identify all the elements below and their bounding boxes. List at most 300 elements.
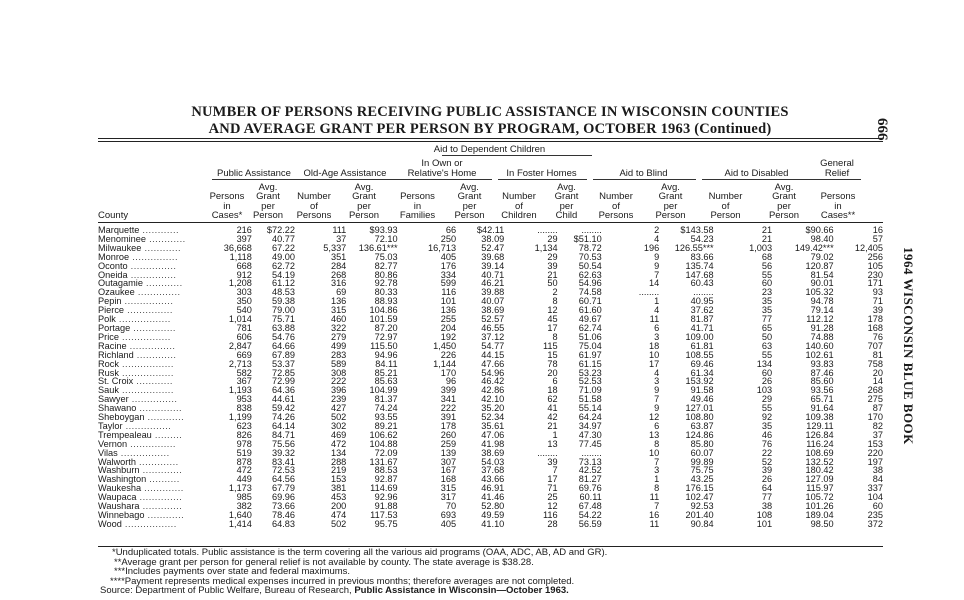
header-col-2-line-1: Grant (256, 191, 280, 202)
table-cell: 668 (236, 260, 252, 271)
header-col-13-line-0: Persons (820, 191, 856, 202)
table-cell: 9 (654, 260, 660, 271)
table-cell: 109.00 (685, 331, 714, 342)
table-cell: 204 (440, 322, 457, 333)
leader-dots: ................. (115, 314, 171, 325)
header-col-10-line-3: Person (655, 210, 686, 221)
table-cell: $143.58 (680, 225, 714, 235)
table-cell: 3 (654, 465, 660, 476)
table-cell: 912 (236, 269, 252, 280)
leader-dots: .............. (130, 322, 176, 333)
table-cell: 61.15 (578, 358, 602, 369)
table-cell: 69.46 (690, 358, 714, 369)
table-row (98, 520, 883, 529)
table-cell: 334 (440, 269, 457, 280)
table-cell: 49.67 (578, 314, 602, 325)
header-col-1-line-1: in (223, 200, 231, 212)
table-cell: 38 (761, 501, 773, 512)
table-cell: 18 (648, 340, 660, 351)
table-cell: 472 (236, 465, 252, 476)
table-cell: 47.30 (578, 429, 602, 440)
table-cell: 64.66 (272, 340, 295, 351)
table-cell: 102.61 (805, 349, 834, 360)
table-cell: 94.96 (374, 349, 398, 360)
table-cell: 168 (867, 322, 883, 333)
table-cell: 71 (547, 483, 558, 494)
table-cell: 38.69 (481, 447, 505, 458)
leader-dots: ......... (151, 429, 183, 440)
header-col-8-line-1: Grant (554, 191, 579, 202)
table-cell: 153 (867, 438, 883, 449)
table-cell: 52.80 (481, 501, 505, 512)
table-cell: 382 (236, 501, 252, 512)
table-cell: 48.53 (272, 287, 295, 298)
table-cell: $90.66 (805, 225, 834, 235)
table-cell: 37 (872, 429, 883, 440)
page-number: 666 (874, 118, 890, 141)
table-cell: 46.21 (481, 278, 505, 289)
table-cell: 460 (330, 314, 347, 325)
table-cell: 9 (654, 403, 660, 414)
table-cell: 81.87 (690, 314, 714, 325)
table-cell: 61.81 (690, 340, 714, 351)
table-cell: 2 (552, 287, 558, 298)
table-cell: 26 (761, 474, 773, 485)
county-label: Oneida (98, 269, 128, 280)
county-label: Milwaukee (98, 242, 142, 253)
table-cell: 405 (440, 251, 457, 262)
table-cell: ........ (638, 287, 660, 298)
table-cell: 60.71 (578, 296, 602, 307)
table-cell: 85.63 (374, 376, 398, 387)
table-cell: 64.24 (578, 412, 602, 423)
table-cell: 45 (547, 314, 558, 325)
table-cell: 93.55 (374, 412, 398, 423)
table-cell: 499 (330, 340, 347, 351)
table-cell: 64.83 (272, 518, 295, 529)
county-label: Monroe (98, 251, 130, 262)
table-cell: 1,144 (433, 358, 457, 369)
title-line-1: NUMBER OF PERSONS RECEIVING PUBLIC ASSISTANCE IN WISCONSIN COUNTIES (191, 104, 789, 120)
table-cell: 49.59 (481, 510, 505, 520)
leader-dots: ............... (129, 251, 178, 262)
table-cell: 606 (236, 331, 252, 342)
table-cell: 39.32 (272, 447, 295, 458)
table-cell: 4 (654, 367, 660, 378)
table-cell: 38.69 (481, 305, 505, 316)
table-cell: ........ (581, 447, 602, 458)
table-cell: 1,414 (228, 518, 252, 529)
table-cell: 317 (440, 492, 457, 503)
table-cell: 41 (547, 403, 558, 414)
table-cell: 288 (330, 456, 347, 467)
table-cell: 116 (543, 510, 558, 520)
county-label: Sawyer (98, 394, 129, 405)
county-label: Washburn (98, 465, 140, 476)
table-cell: 93 (872, 287, 883, 298)
title-rule (98, 138, 883, 139)
table-cell: 129.11 (806, 420, 834, 431)
table-cell: 61.60 (578, 305, 602, 316)
table-cell: 42.10 (481, 394, 505, 405)
table-cell: 74.24 (374, 403, 398, 414)
county-label: Rusk (98, 367, 119, 378)
table-cell: 474 (330, 510, 347, 520)
table-cell: 93.83 (810, 358, 834, 369)
header-col-5-line-1: in (413, 200, 422, 212)
table-cell: 669 (236, 349, 252, 360)
table-cell: 135.74 (685, 260, 714, 271)
header-col-10-line-0: Avg. (661, 181, 680, 193)
table-cell: 106.62 (369, 429, 398, 440)
header-underline-foster (498, 179, 587, 180)
header-col-4-line-0: Avg. (354, 181, 374, 193)
table-cell: 9 (654, 385, 660, 396)
header-col-11-line-1: of (721, 200, 730, 212)
table-cell: 12 (547, 305, 558, 316)
table-cell: 171 (867, 278, 883, 289)
table-body (98, 226, 883, 529)
county-label: Waupaca (98, 492, 137, 503)
table-cell: 87 (872, 403, 883, 414)
table-cell: 519 (236, 447, 252, 458)
table-cell: 72.99 (272, 376, 295, 387)
table-cell: 40.95 (690, 296, 714, 307)
table-cell: 61.97 (578, 349, 602, 360)
table-cell: 449 (236, 474, 252, 485)
table-cell: 54.96 (578, 278, 602, 289)
table-cell: 16 (648, 510, 660, 520)
title-line-2: AND AVERAGE GRANT PER PERSON BY PROGRAM, OCTOBER 1963 (Continued) (208, 121, 772, 137)
leader-dots: ............... (127, 260, 177, 271)
table-cell: 826 (236, 429, 252, 440)
table-cell: 953 (236, 394, 252, 405)
table-cell: 707 (867, 340, 883, 351)
table-cell: 98.50 (810, 518, 834, 529)
assistance-table (98, 226, 883, 529)
leader-dots: ............ (141, 242, 182, 253)
table-cell: 91.88 (374, 501, 398, 512)
table-cell: 62 (547, 394, 558, 405)
leader-dots: .............. (136, 403, 183, 414)
table-cell: 75.03 (374, 251, 398, 262)
table-cell: 72.10 (374, 233, 398, 244)
table-cell: 16,713 (427, 242, 457, 253)
table-cell: 52.47 (481, 242, 505, 253)
table-cell: 92.53 (690, 501, 714, 512)
header-own-relative-2: Relative's Home (407, 168, 477, 179)
table-cell: 39 (547, 456, 558, 467)
header-col-7-line-1: of (515, 200, 523, 212)
table-cell: 70 (445, 501, 457, 512)
table-cell: 77 (761, 314, 773, 325)
table-cell: 111 (332, 225, 347, 235)
header-col-12-line-2: per (777, 200, 791, 212)
table-cell: ........ (537, 447, 558, 458)
table-cell: 85.60 (810, 376, 834, 387)
table-cell: 51.58 (578, 394, 602, 405)
table-cell: 81 (872, 349, 883, 360)
table-cell: 170 (867, 412, 883, 423)
table-cell: 67.48 (578, 501, 602, 512)
table-cell: 92.87 (374, 474, 398, 485)
table-cell: 589 (330, 358, 347, 369)
table-cell: 41.46 (481, 492, 505, 503)
table-cell: 104 (867, 492, 883, 503)
table-cell: 8 (654, 438, 660, 449)
table-cell: 127.01 (685, 403, 714, 414)
table-cell: 13 (547, 438, 558, 449)
table-cell: 41.98 (481, 438, 505, 449)
header-col-11-line-2: Person (710, 210, 741, 221)
table-cell: 1,014 (228, 314, 252, 325)
table-cell: 39 (547, 260, 558, 271)
table-cell: 1,003 (749, 242, 773, 253)
table-cell: 10 (648, 349, 660, 360)
table-cell: 63.87 (690, 420, 714, 431)
leader-dots: ............ (133, 376, 173, 387)
table-cell: 75.71 (272, 314, 295, 325)
table-cell: 84.11 (375, 358, 398, 369)
county-label: Polk (98, 314, 116, 325)
header-general-2: Relief (824, 168, 850, 179)
header-underline-disabled (702, 179, 813, 180)
table-cell: 84.71 (272, 429, 295, 440)
table-cell: 7 (552, 465, 558, 476)
table-cell: 21 (547, 269, 558, 280)
table-cell: 71.09 (578, 385, 602, 396)
table-cell: 222 (440, 403, 457, 414)
table-cell: 315 (330, 305, 347, 316)
leader-dots: ............... (124, 305, 173, 316)
county-label: Waukesha (98, 483, 142, 494)
table-cell: 149.42*** (794, 242, 834, 253)
table-cell: 1 (654, 296, 660, 307)
table-cell: 7 (654, 394, 660, 405)
table-cell: 78.72 (578, 242, 602, 253)
table-cell: 139 (440, 447, 457, 458)
table-cell: 12,405 (854, 242, 883, 253)
table-cell: 29 (547, 251, 558, 262)
table-cell: 79.14 (810, 305, 834, 316)
table-cell: 91.58 (690, 385, 714, 396)
table-cell: 40.07 (481, 296, 505, 307)
table-cell: 341 (440, 394, 457, 405)
header-col-8-line-0: Avg. (557, 181, 576, 193)
footnote-4: ****Payment represents medical expenses incurred in previous months; therefore averages are not completed. (110, 575, 575, 587)
header-col-12-line-0: Avg. (774, 181, 794, 193)
table-cell: 315 (440, 483, 457, 494)
table-cell: 47.66 (481, 358, 505, 369)
table-cell: 60.07 (690, 447, 714, 458)
table-cell: 18 (547, 385, 558, 396)
table-cell: 60.11 (579, 492, 602, 503)
header-underline-oaa (294, 179, 396, 180)
table-cell: 114.69 (370, 483, 398, 494)
table-cell: 21 (761, 225, 773, 235)
table-cell: 12 (648, 412, 660, 423)
table-cell: 52 (761, 456, 773, 467)
table-cell: 56 (761, 260, 773, 271)
table-cell: 7 (654, 456, 660, 467)
footnote-1: *Unduplicated totals. Public assistance is the term covering all the various aid programs (OAA, ADC, AB, AD and GR). (112, 547, 608, 558)
table-cell: 4 (654, 305, 660, 316)
county-label: Racine (98, 340, 127, 351)
table-cell: 469 (330, 429, 347, 440)
table-cell: 101.59 (369, 314, 398, 325)
table-cell: 4 (654, 233, 660, 244)
table-cell: 37.12 (481, 331, 505, 342)
table-cell: 78 (547, 358, 558, 369)
table-cell: 92.78 (374, 278, 398, 289)
table-cell: 115.50 (370, 340, 398, 351)
table-cell: 35.61 (481, 420, 505, 431)
footnotes (100, 548, 880, 596)
header-underline-blind (593, 179, 696, 180)
table-cell: 120.87 (805, 260, 834, 271)
table-cell: 74.88 (810, 331, 834, 342)
table-cell: 104.88 (369, 438, 398, 449)
table-cell: 216 (236, 225, 252, 235)
table-cell: 60 (761, 278, 773, 289)
table-cell: 391 (440, 412, 457, 423)
header-col-4-line-1: Grant (352, 191, 376, 202)
header-col-6-line-2: per (462, 200, 477, 212)
county-name (98, 520, 211, 529)
table-cell: 67.79 (272, 483, 295, 494)
table-cell: 61.34 (690, 367, 714, 378)
table-cell: 34.97 (578, 420, 602, 431)
table-cell: 176 (440, 260, 457, 271)
table-cell: 29 (547, 233, 558, 244)
header-col-9-line-2: Persons (598, 210, 634, 221)
table-cell: 20 (872, 367, 883, 378)
leader-dots: ................ (121, 296, 174, 307)
table-cell: 87.20 (374, 322, 398, 333)
table-cell: 101 (440, 296, 457, 307)
table-cell: 136 (440, 305, 457, 316)
table-cell: 14 (648, 278, 660, 289)
leader-dots: .............. (136, 492, 183, 503)
county-label: Vernon (98, 438, 128, 449)
table-cell: 102.47 (685, 492, 714, 503)
table-cell: 116.24 (806, 438, 834, 449)
table-cell: 65 (761, 322, 773, 333)
table-cell: 108.80 (685, 412, 714, 423)
table-cell: 21 (761, 233, 773, 244)
leader-dots: ............. (139, 465, 183, 476)
table-cell: 260 (440, 429, 457, 440)
table-cell: 14 (872, 376, 883, 387)
table-cell: $51.10 (573, 233, 602, 244)
table-cell: 12 (547, 501, 558, 512)
table-cell: 63.88 (272, 322, 295, 333)
table-cell: 303 (236, 287, 252, 298)
table-cell: 39 (761, 465, 773, 476)
county-label: Vilas (98, 447, 118, 458)
table-cell: 43.66 (481, 474, 505, 485)
table-cell: 39.68 (481, 251, 505, 262)
table-cell: 250 (440, 233, 457, 244)
table-cell: 54.03 (481, 456, 505, 467)
table-cell: 1,450 (433, 340, 457, 351)
table-cell: 1,640 (228, 510, 252, 520)
leader-dots: ................ (118, 331, 171, 342)
table-cell: 90.01 (810, 278, 834, 289)
table-cell: 88.53 (374, 465, 398, 476)
table-cell: 124.86 (685, 429, 714, 440)
table-cell: 54.96 (481, 367, 505, 378)
table-cell: 74.26 (272, 412, 295, 423)
header-col-9-line-1: of (612, 200, 620, 212)
table-cell: 178 (867, 314, 883, 325)
table-cell: 72.09 (374, 447, 398, 458)
header-own-relative-1: In Own or (421, 158, 463, 169)
table-cell: 2 (654, 225, 660, 235)
table-cell: 350 (236, 296, 252, 307)
table-cell: 64.36 (272, 385, 295, 396)
table-cell: 59.42 (272, 403, 295, 414)
table-cell: 284 (330, 260, 347, 271)
table-cell: 53.23 (578, 367, 602, 378)
header-col-2-line-2: per (261, 200, 275, 212)
table-cell: 92.96 (374, 492, 398, 503)
table-cell: 3 (654, 376, 660, 387)
table-cell: 101.26 (805, 501, 834, 512)
table-cell: 502 (330, 518, 347, 529)
table-cell: 40.77 (272, 233, 295, 244)
table-cell: ........ (537, 225, 558, 235)
table-cell: 101 (756, 518, 773, 529)
source-prefix: Source: Department of Public Welfare, Bureau of Research, (100, 585, 352, 597)
leader-dots: ............. (141, 483, 184, 494)
table-cell: 381 (330, 483, 347, 494)
table-cell: 44.15 (481, 349, 505, 360)
header-underline-own (394, 179, 492, 180)
table-cell: 399 (440, 385, 457, 396)
table-cell: 11 (649, 314, 660, 325)
table-cell: 1,118 (229, 251, 252, 262)
table-cell: 105 (867, 260, 883, 271)
table-cell: 46.42 (481, 376, 505, 387)
table-cell: 1 (552, 429, 558, 440)
header-col-11-line-0: Number (708, 191, 743, 202)
table-cell: 71 (872, 296, 883, 307)
table-cell: 84 (872, 474, 883, 485)
table-cell: 283 (330, 349, 347, 360)
table-cell: 82.77 (374, 260, 398, 271)
header-public-assistance: Public Assistance (217, 168, 291, 179)
table-cell: 55 (761, 349, 773, 360)
table-cell: 268 (867, 385, 883, 396)
table-cell: 13 (648, 429, 660, 440)
leader-dots: ................. (118, 358, 174, 369)
table-cell: 140.60 (805, 340, 834, 351)
table-cell: 69 (336, 287, 347, 298)
table-cell: 81.37 (374, 394, 398, 405)
table-cell: 316 (330, 278, 347, 289)
table-cell: 85.80 (690, 438, 714, 449)
table-cell: 94.78 (810, 296, 834, 307)
leader-dots: ................. (118, 367, 174, 378)
table-cell: 405 (440, 518, 457, 529)
county-label: Sheboygan (98, 412, 145, 423)
table-cell: 80.86 (374, 269, 398, 280)
table-cell: 70.53 (578, 251, 602, 262)
table-cell: 82 (872, 420, 883, 431)
table-cell: 41.10 (481, 518, 505, 529)
table-cell: 42.86 (481, 385, 505, 396)
